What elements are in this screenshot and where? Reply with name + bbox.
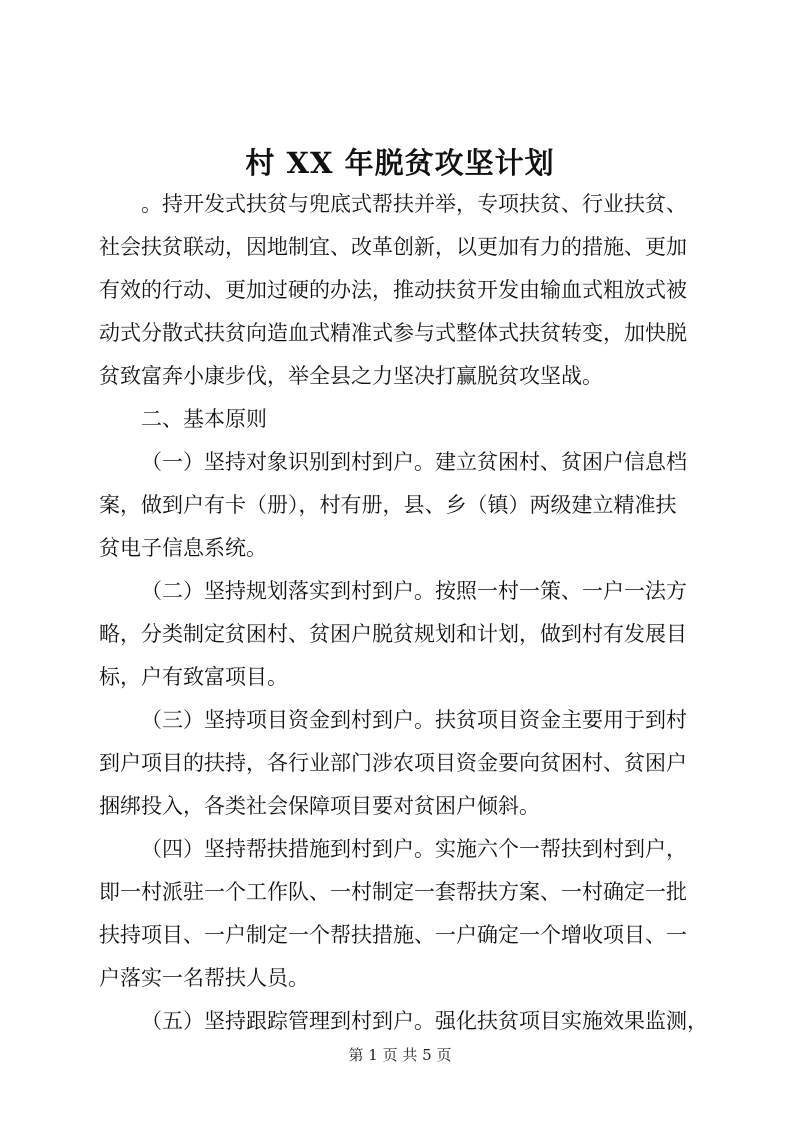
- body-line: 标，户有致富项目。: [99, 665, 288, 689]
- body-line: （五）坚持跟踪管理到村到户。强化扶贫项目实施效果监测，: [141, 1009, 708, 1033]
- body-line: （四）坚持帮扶措施到村到户。实施六个一帮扶到村到户，: [141, 837, 687, 861]
- body-line: （二）坚持规划落实到村到户。按照一村一策、一户一法方: [141, 579, 687, 603]
- body-line: 动式分散式扶贫向造血式精准式参与式整体式扶贫转变，加快脱: [99, 321, 687, 345]
- body-line: 捆绑投入，各类社会保障项目要对贫困户倾斜。: [99, 794, 540, 818]
- body-line: （一）坚持对象识别到村到户。建立贫困村、贫困户信息档: [141, 450, 687, 474]
- body-line: 扶持项目、一户制定一个帮扶措施、一户确定一个增收项目、一: [99, 923, 687, 947]
- body-line: 即一村派驻一个工作队、一村制定一套帮扶方案、一村确定一批: [99, 880, 687, 904]
- body-line: 。持开发式扶贫与兜底式帮扶并举，专项扶贫、行业扶贫、: [141, 192, 687, 216]
- body-line: 到户项目的扶持，各行业部门涉农项目资金要向贫困村、贫困户: [99, 751, 687, 775]
- page-footer: 第 1 页 共 5 页: [348, 1046, 452, 1064]
- body-line: （三）坚持项目资金到村到户。扶贫项目资金主要用于到村: [141, 708, 687, 732]
- body-line: 有效的行动、更加过硬的办法，推动扶贫开发由输血式粗放式被: [99, 278, 687, 302]
- body-line: 社会扶贫联动，因地制宜、改革创新，以更加有力的措施、更加: [99, 235, 687, 259]
- document-title: 村 XX 年脱贫攻坚计划: [245, 146, 555, 180]
- body-line: 贫电子信息系统。: [99, 536, 267, 560]
- section-heading: 二、基本原则: [141, 407, 267, 431]
- body-line: 贫致富奔小康步伐，举全县之力坚决打赢脱贫攻坚战。: [99, 364, 603, 388]
- body-line: 略，分类制定贫困村、贫困户脱贫规划和计划，做到村有发展目: [99, 622, 687, 646]
- body-line: 案，做到户有卡（册），村有册，县、乡（镇）两级建立精准扶: [99, 493, 677, 517]
- body-line: 户落实一名帮扶人员。: [99, 966, 309, 990]
